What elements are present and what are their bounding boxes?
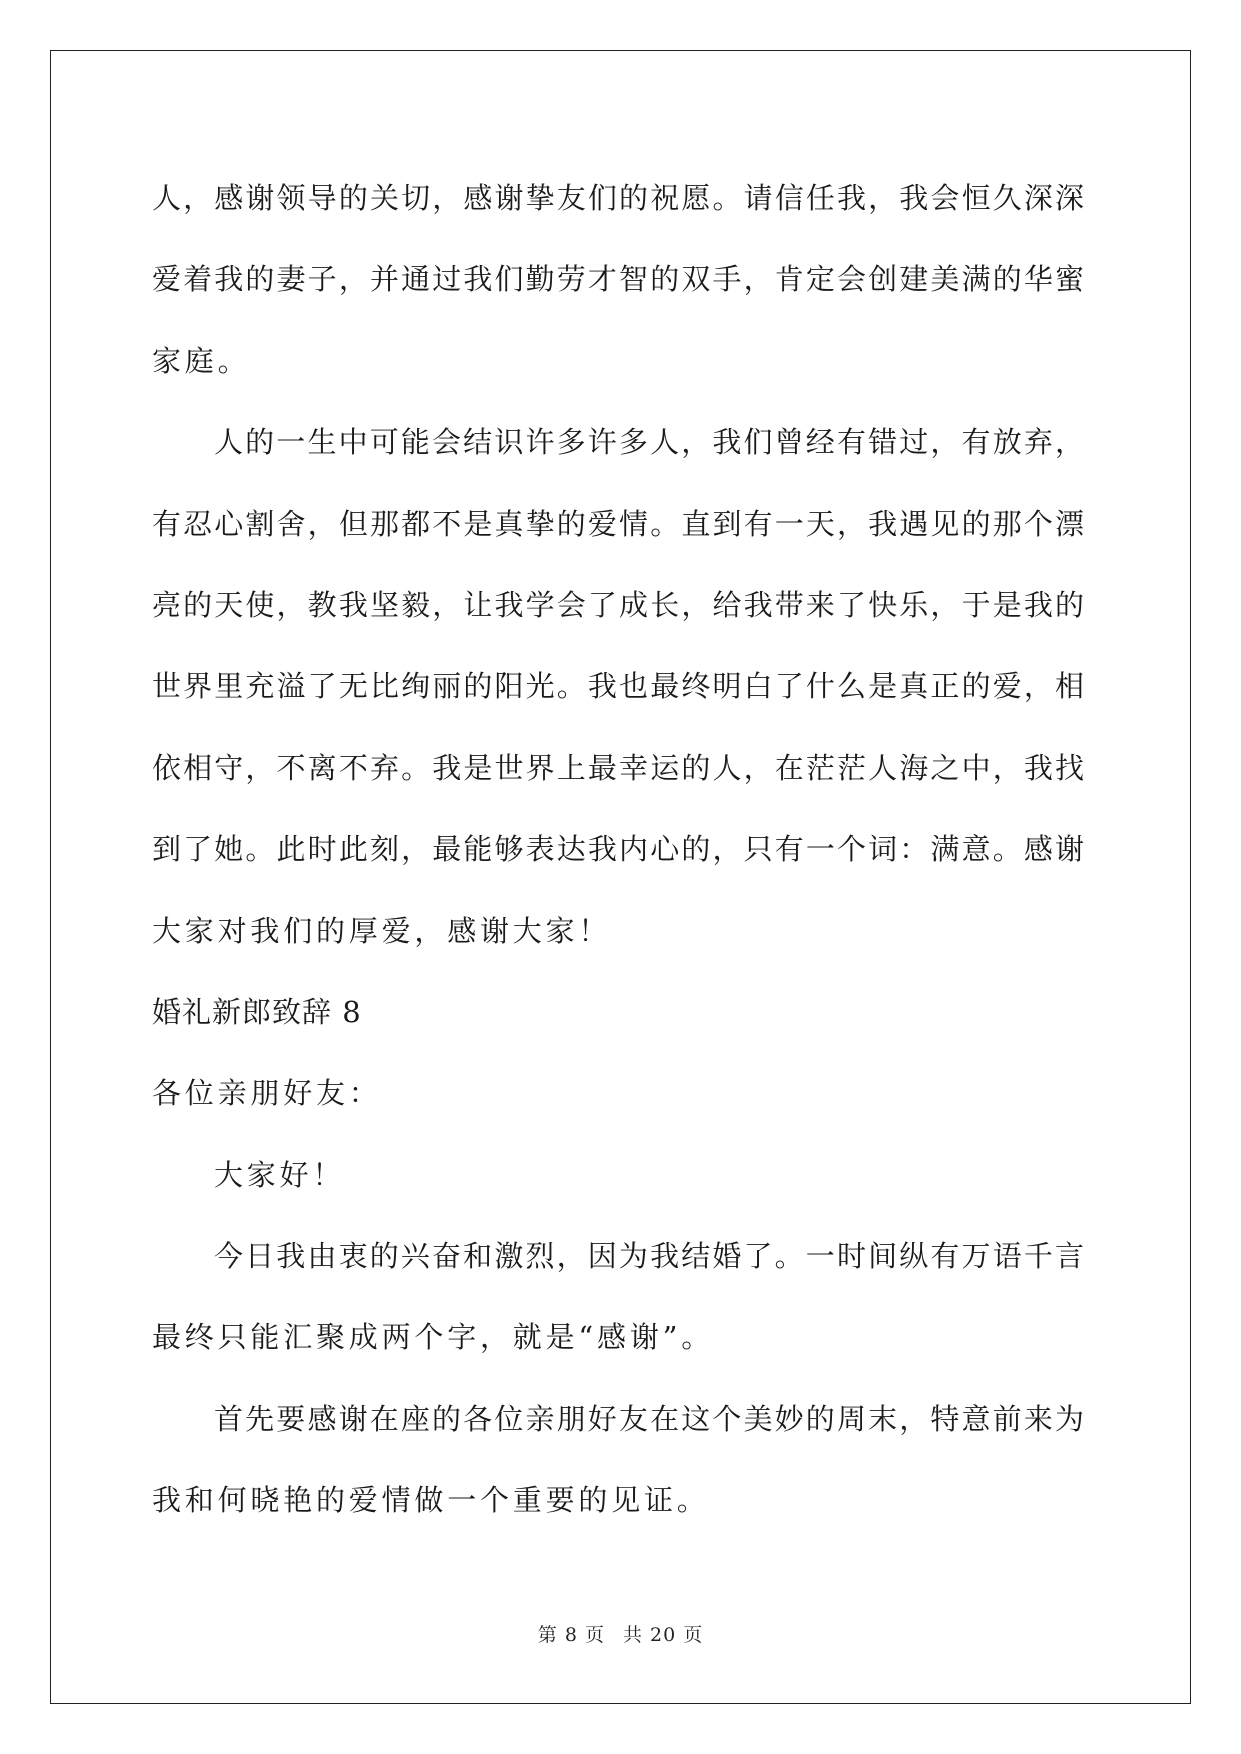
page-footer (0, 1620, 1241, 1647)
paragraph-first-line: 今日我由衷的兴奋和激烈，因为我结婚了。一时间纵有万语千言 (214, 1239, 1084, 1274)
text-line: 家庭。 (152, 343, 251, 378)
text-line: 人，感谢领导的关切，感谢挚友们的祝愿。请信任我，我会恒久深深 (152, 181, 1084, 215)
paragraph-first-line: 人的一生中可能会结识许多许多人，我们曾经有错过，有放弃， (214, 425, 1084, 460)
document-body (152, 158, 1084, 1542)
text-line: 大家对我们的厚爱，感谢大家！ (152, 913, 612, 948)
text-line: 有忍心割舍，但那都不是真挚的爱情。直到有一天，我遇见的那个漂 (152, 506, 1084, 541)
salutation: 各位亲朋好友： (152, 1076, 382, 1111)
page-total: 共 20 页 (622, 1624, 704, 1646)
text-line: 世界里充溢了无比绚丽的阳光。我也最终明白了什么是真正的爱，相 (152, 669, 1084, 704)
text-line: 依相守，不离不弃。我是世界上最幸运的人，在茫茫人海之中，我找 (152, 750, 1084, 785)
text-line: 我和何晓艳的爱情做一个重要的见证。 (152, 1483, 710, 1518)
text-line: 到了她。此时此刻，最能够表达我内心的，只有一个词：满意。感谢 (152, 832, 1084, 867)
page-number: 第 8 页 (537, 1624, 605, 1646)
text-line: 亮的天使，教我坚毅，让我学会了成长，给我带来了快乐，于是我的 (152, 587, 1084, 622)
text-line: 最终只能汇聚成两个字，就是“感谢”。 (152, 1320, 715, 1355)
section-heading: 婚礼新郎致辞 8 (152, 994, 362, 1029)
greeting: 大家好！ (214, 1157, 346, 1192)
paragraph-first-line: 首先要感谢在座的各位亲朋好友在这个美妙的周末，特意前来为 (214, 1401, 1084, 1436)
text-line: 爱着我的妻子，并通过我们勤劳才智的双手，肯定会创建美满的华蜜 (152, 262, 1084, 297)
